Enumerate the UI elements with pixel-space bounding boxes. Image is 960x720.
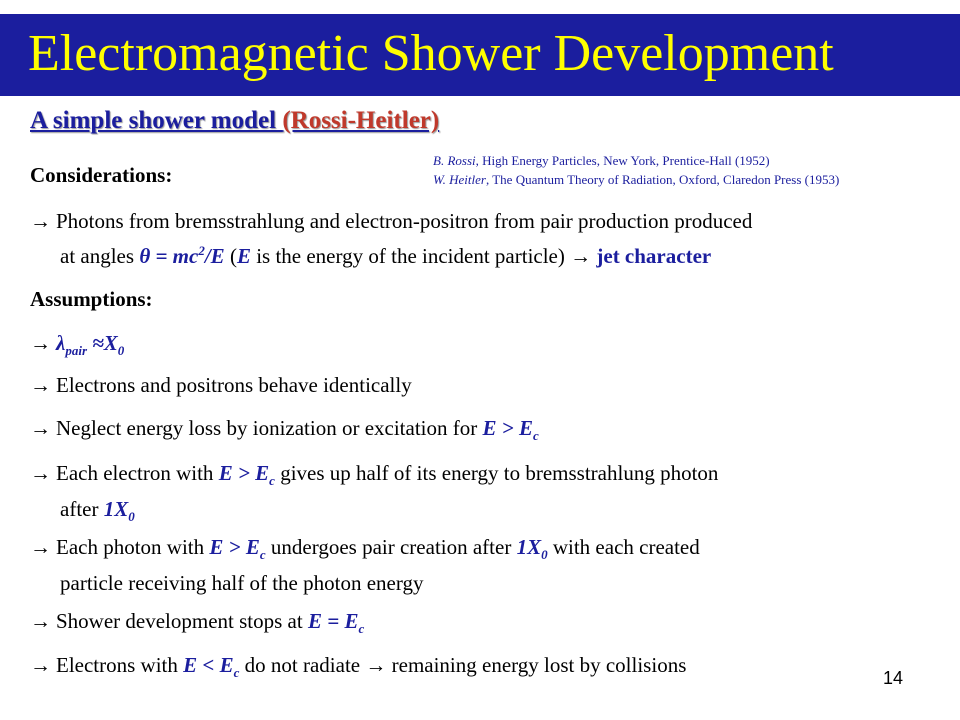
subtitle-text: A simple shower model xyxy=(30,107,283,134)
arrow-icon: → xyxy=(30,209,51,233)
arrow-icon: → xyxy=(570,244,592,268)
assumption-item: → Each electron with $E > E_c$ gives up half of its energy to bremsstrahlung photon after $1X_0$ xyxy=(30,461,719,525)
assumption-item: → Each photon with $E > E_c$ undergoes pair creation after $1X_0$ with each created particle receiving half of the photon energy xyxy=(30,535,700,596)
title-bar xyxy=(0,14,960,96)
ref-rest: , High Energy Particles, New York, Prentice-Hall (1952) xyxy=(475,153,770,168)
arrow-icon: → xyxy=(30,461,51,485)
arrow-icon: → xyxy=(30,416,51,440)
consideration-item: → Photons from bremsstrahlung and electron-positron from pair production produced at angles $\theta = mc^2/E$ (E is the energy of the incident particle) → jet character xyxy=(30,209,753,268)
considerations-heading: Considerations: xyxy=(30,163,173,187)
ref-rest: , The Quantum Theory of Radiation, Oxford, Claredon Press (1953) xyxy=(485,172,840,187)
references xyxy=(433,151,839,189)
arrow-icon: → xyxy=(30,373,51,397)
reference-rossi xyxy=(433,151,839,170)
arrow-icon: → xyxy=(30,331,51,355)
assumption-item: → Electrons and positrons behave identically xyxy=(30,371,412,400)
subtitle-paren: (Rossi-Heitler) xyxy=(282,107,440,134)
assumption-item: → Shower development stops at $E = E_c$ xyxy=(30,609,365,637)
reference-heitler xyxy=(433,170,839,189)
subtitle xyxy=(30,107,439,135)
assumption-item: → Neglect energy loss by ionization or excitation for $E > E_c$ xyxy=(30,416,539,444)
page-number: 14 xyxy=(883,668,904,688)
arrow-icon: → xyxy=(30,535,51,559)
assumption-item: → $\lambda_{pair} \approx X_0$ xyxy=(30,331,125,359)
ref-author: B. Rossi xyxy=(433,153,476,168)
arrow-icon: → xyxy=(365,653,387,677)
assumption-item: → Electrons with $E < E_c$ do not radiate → remaining energy lost by collisions xyxy=(30,653,687,681)
arrow-icon: → xyxy=(30,653,51,677)
slide-title: Electromagnetic Shower Development xyxy=(28,25,834,82)
ref-author: W. Heitler xyxy=(433,172,486,187)
arrow-icon: → xyxy=(30,609,51,633)
jet-character: jet character xyxy=(596,244,712,268)
assumptions-heading: Assumptions: xyxy=(30,287,153,311)
